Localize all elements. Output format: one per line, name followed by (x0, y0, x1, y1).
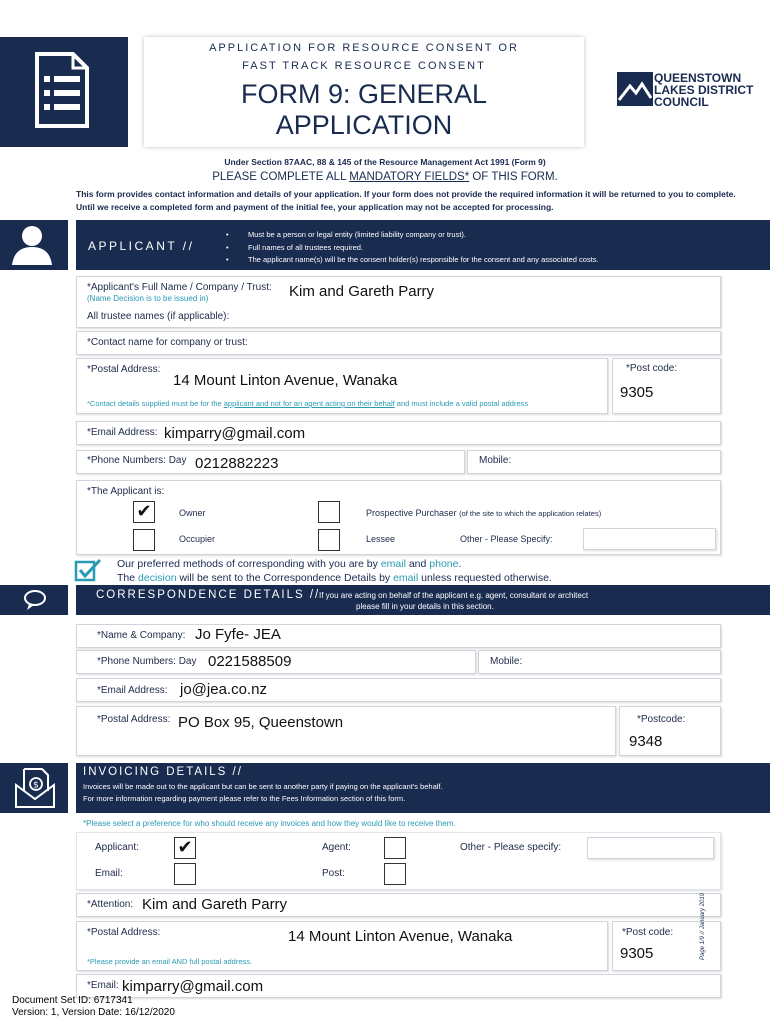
invoice-applicant-checkbox[interactable]: ✔ (174, 837, 196, 859)
purchaser-text: Prospective Purchaser (366, 508, 457, 518)
pref1-email: email (380, 558, 406, 570)
correspondence-icon-panel (0, 585, 68, 615)
applicant-is-label: *The Applicant is: (87, 486, 165, 497)
version-info: Version: 1, Version Date: 16/12/2020 (12, 1007, 175, 1018)
document-icon (33, 52, 91, 128)
correspondence-note-2: please fill in your details in this section. (356, 602, 494, 611)
purchaser-note: (of the site to which the application relates) (459, 509, 602, 518)
invoicing-note-2: For more information regarding payment please refer to the Fees Information section of this form. (83, 794, 406, 803)
pref2-email: email (393, 572, 419, 584)
corr-name-value: Jo Fyfe- JEA (195, 626, 281, 643)
applicant-name-sublabel: (Name Decision is to be issued in) (87, 294, 209, 303)
corr-phone-label: *Phone Numbers: Day (97, 656, 197, 667)
form-title-1: FORM 9: GENERAL (240, 79, 488, 109)
applicant-notes (226, 229, 599, 267)
logo-text-3: COUNCIL (654, 95, 709, 109)
corr-mobile-label: Mobile: (490, 656, 523, 667)
email-value: kimparry@gmail.com (164, 425, 306, 442)
corr-postal-label: *Postal Address: (97, 714, 171, 725)
form-subtitle-1: APPLICATION FOR RESOURCE CONSENT OR (209, 42, 519, 54)
invoice-envelope-icon (14, 767, 56, 809)
occupier-label: Occupier (179, 534, 216, 544)
correspondence-note-1: If you are acting on behalf of the applicant e.g. agent, consultant or architect (319, 591, 589, 600)
invoice-email-label-field: *Email: (87, 980, 119, 991)
invoice-agent-checkbox[interactable] (384, 837, 406, 859)
invoice-applicant-label: Applicant: (95, 842, 139, 853)
mandatory-post: OF THIS FORM. (469, 171, 558, 183)
pref1-phone: phone (429, 558, 459, 570)
checkmark-box-icon (74, 558, 102, 582)
applicant-note: • Must be a person or legal entity (limited liability company or trust). (226, 229, 599, 242)
postal-note-post: and must include a valid postal address (394, 399, 529, 408)
pref2-pre: The (117, 572, 139, 584)
invoice-email-checkbox[interactable] (174, 863, 196, 885)
invoicing-header (76, 763, 770, 813)
phone-value: 0212882223 (195, 455, 279, 472)
form-subtitle-2: FAST TRACK RESOURCE CONSENT (242, 60, 486, 72)
postal-address-note (87, 399, 528, 408)
purchaser-checkbox[interactable] (318, 501, 340, 523)
invoice-postal-note: *Please provide an email AND full postal address. (87, 957, 253, 966)
preference-line-1 (117, 558, 461, 570)
mandatory-notice (0, 171, 770, 183)
applicant-name-value: Kim and Gareth Parry (289, 283, 435, 300)
owner-checkbox[interactable]: ✔ (133, 501, 155, 523)
attention-value: Kim and Gareth Parry (142, 896, 288, 913)
applicant-icon-panel (0, 220, 68, 270)
preference-line-2 (117, 572, 552, 584)
lessee-label: Lessee (366, 534, 396, 544)
purchaser-label (366, 508, 601, 518)
section-reference: Under Section 87AAC, 88 & 145 of the Resource Management Act 1991 (Form 9) (224, 157, 546, 167)
corr-postal-value: PO Box 95, Queenstown (178, 714, 344, 731)
document-set-id: Document Set ID: 6717341 (12, 995, 133, 1006)
postcode-label: *Post code: (626, 363, 678, 374)
trustee-names-label: All trustee names (if applicable): (87, 311, 230, 322)
chat-bubble-icon (23, 589, 47, 611)
correspondence-section-title: CORRESPONDENCE DETAILS // (96, 589, 321, 601)
postal-address-value: 14 Mount Linton Avenue, Wanaka (173, 372, 398, 389)
invoice-postcode-label: *Post code: (622, 927, 674, 938)
invoicing-section-title: INVOICING DETAILS // (83, 766, 243, 778)
postal-note-pre: *Contact details supplied must be for the (87, 399, 224, 408)
pref1-end: . (458, 558, 462, 570)
pref2-decision: decision (138, 572, 177, 584)
owner-label: Owner (179, 508, 206, 518)
corr-email-value: jo@jea.co.nz (180, 681, 267, 698)
person-icon (10, 225, 54, 265)
qldc-logo-icon (617, 72, 653, 106)
applicant-section-title: APPLICANT // (88, 239, 195, 253)
corr-postcode-label: *Postcode: (637, 714, 686, 725)
correspondence-header (76, 585, 770, 615)
corr-email-label: *Email Address: (97, 685, 168, 696)
contact-name-label: *Contact name for company or trust: (87, 337, 248, 348)
invoicing-note-1: Invoices will be made out to the applicant but can be sent to another party if paying on the applicant's behalf. (83, 782, 443, 791)
invoice-other-label: Other - Please specify: (460, 842, 562, 853)
applicant-name-label: *Applicant's Full Name / Company / Trust: (87, 282, 272, 293)
logo-text-2: LAKES DISTRICT (654, 83, 754, 97)
invoice-agent-label: Agent: (322, 842, 351, 853)
invoice-postal-value: 14 Mount Linton Avenue, Wanaka (288, 928, 513, 945)
corr-postcode-value: 9348 (629, 733, 663, 750)
form-title-2: APPLICATION (275, 110, 453, 140)
corr-email-field[interactable] (76, 678, 721, 702)
page-number: Page 1/9 // January 2019 (700, 892, 706, 960)
applicant-header (76, 220, 770, 270)
phone-label: *Phone Numbers: Day (87, 455, 187, 466)
invoice-other-input[interactable] (587, 837, 714, 859)
invoice-email-value: kimparry@gmail.com (122, 978, 264, 995)
postcode-value: 9305 (620, 384, 654, 401)
logo-text-1: QUEENSTOWN (654, 71, 742, 85)
applicant-note: • Full names of all trustees required. (226, 242, 599, 255)
email-label: *Email Address: (87, 427, 158, 438)
invoice-post-checkbox[interactable] (384, 863, 406, 885)
other-label: Other - Please Specify: (460, 534, 553, 544)
corr-name-label: *Name & Company: (97, 630, 186, 641)
invoice-postcode-value: 9305 (620, 945, 654, 962)
lessee-checkbox[interactable] (318, 529, 340, 551)
attention-label: *Attention: (87, 899, 134, 910)
postal-address-label: *Postal Address: (87, 364, 161, 375)
form-icon-panel (0, 37, 128, 147)
mandatory-fields-link[interactable]: MANDATORY FIELDS* (349, 171, 470, 183)
pref2-mid: will be sent to the Correspondence Details by (176, 572, 394, 584)
svg-text:$: $ (33, 780, 39, 791)
occupier-checkbox[interactable] (133, 529, 155, 551)
other-specify-input[interactable] (583, 528, 716, 550)
pref1-pre: Our preferred methods of corresponding with you are by (117, 558, 381, 570)
mobile-label: Mobile: (479, 455, 512, 466)
postal-note-link: applicant and not for an agent acting on their behalf (223, 399, 395, 408)
mandatory-pre: PLEASE COMPLETE ALL (212, 171, 350, 183)
pref1-and: and (405, 558, 430, 570)
invoicing-icon-panel (0, 763, 68, 813)
pref2-post: unless requested otherwise. (418, 572, 552, 584)
corr-phone-value: 0221588509 (208, 653, 292, 670)
intro-text: This form provides contact information and details of your application. If your form does not provide the required information it will be returned to you to complete. Until we receive a completed form and payment of the initial fee, your application may not be accepted for processing. (76, 189, 736, 212)
invoice-email-label: Email: (95, 868, 123, 879)
invoice-post-label: Post: (322, 868, 345, 879)
invoice-postal-label: *Postal Address: (87, 927, 161, 938)
applicant-note: • The applicant name(s) will be the consent holder(s) responsible for the consent and any associated costs. (226, 254, 599, 267)
invoice-select-note: *Please select a preference for who should receive any invoices and how they would like to receive them. (83, 819, 456, 828)
